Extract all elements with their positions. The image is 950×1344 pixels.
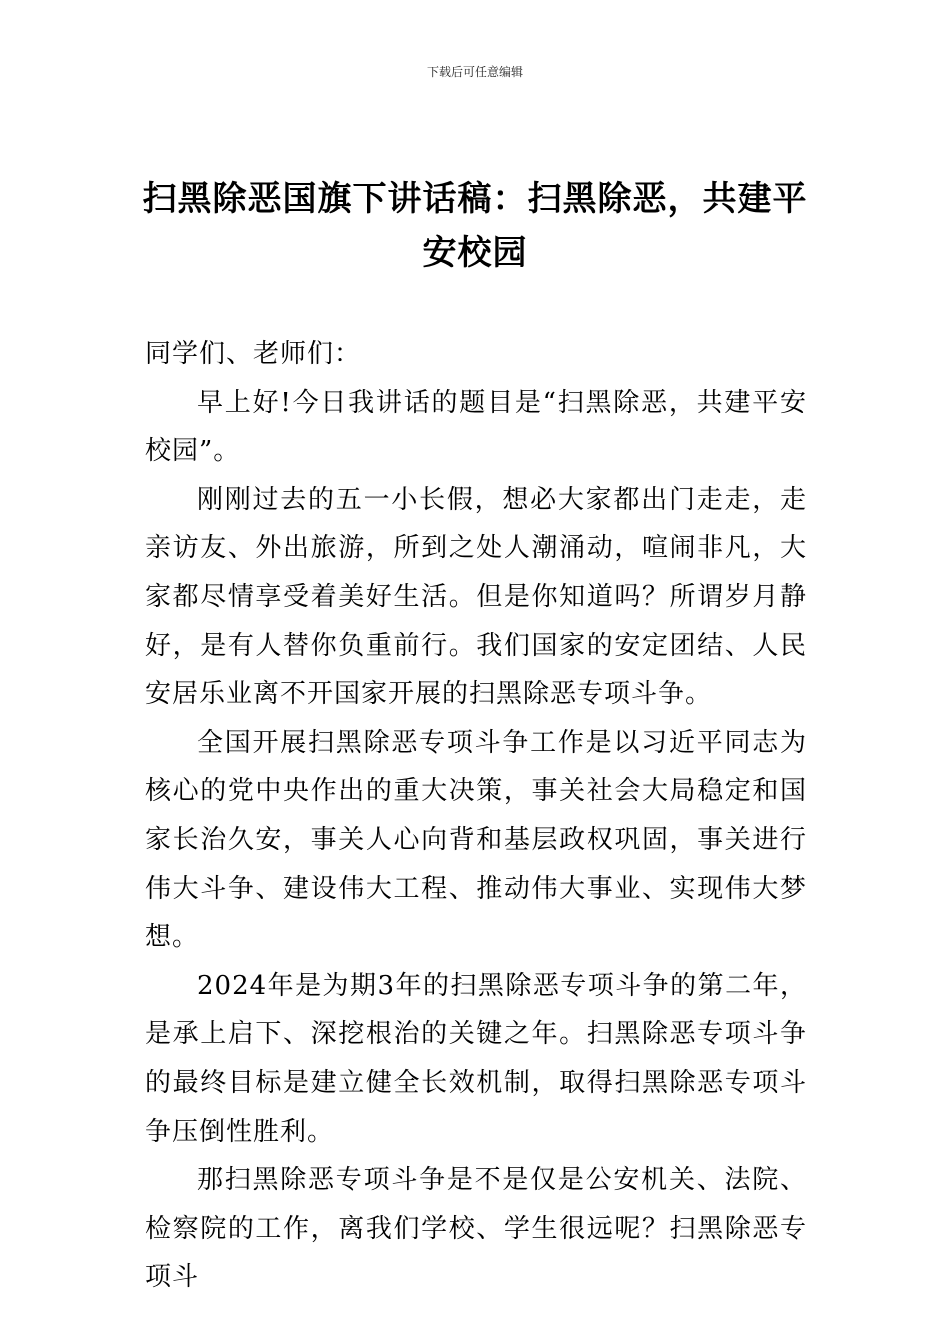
- paragraph-decision: 全国开展扫黑除恶专项斗争工作是以习近平同志为核心的党中央作出的重大决策，事关社会大局稳定和国家长治久安，事关人心向背和基层政权巩固，事关进行伟大斗争、建设伟大工程、推动伟大事业、实现伟大梦想。: [145, 727, 807, 953]
- document-body: [145, 330, 807, 1302]
- document-title: 扫黑除恶国旗下讲话稿：扫黑除恶，共建平安校园: [142, 179, 808, 273]
- paragraph-greeting: 早上好!今日我讲话的题目是“扫黑除恶，共建平安校园”。: [145, 387, 807, 467]
- salutation: 同学们、老师们：: [145, 339, 362, 369]
- paragraph-holiday: 刚刚过去的五一小长假，想必大家都出门走走，走亲访友、外出旅游，所到之处人潮涌动，喧闹非凡，大家都尽情享受着美好生活。但是你知道吗？所谓岁月静好，是有人替你负重前行。我们国家的安定团结、人民安居乐业离不开国家开展的扫黑除恶专项斗争。: [145, 484, 807, 710]
- paragraph-question: 那扫黑除恶专项斗争是不是仅是公安机关、法院、检察院的工作，离我们学校、学生很远呢？扫黑除恶专项斗: [145, 1165, 807, 1293]
- paragraph-2024: 2024年是为期3年的扫黑除恶专项斗争的第二年，是承上启下、深挖根治的关键之年。扫黑除恶专项斗争的最终目标是建立健全长效机制，取得扫黑除恶专项斗争压倒性胜利。: [145, 970, 807, 1147]
- page-header-note: 下载后可任意编辑: [426, 65, 523, 79]
